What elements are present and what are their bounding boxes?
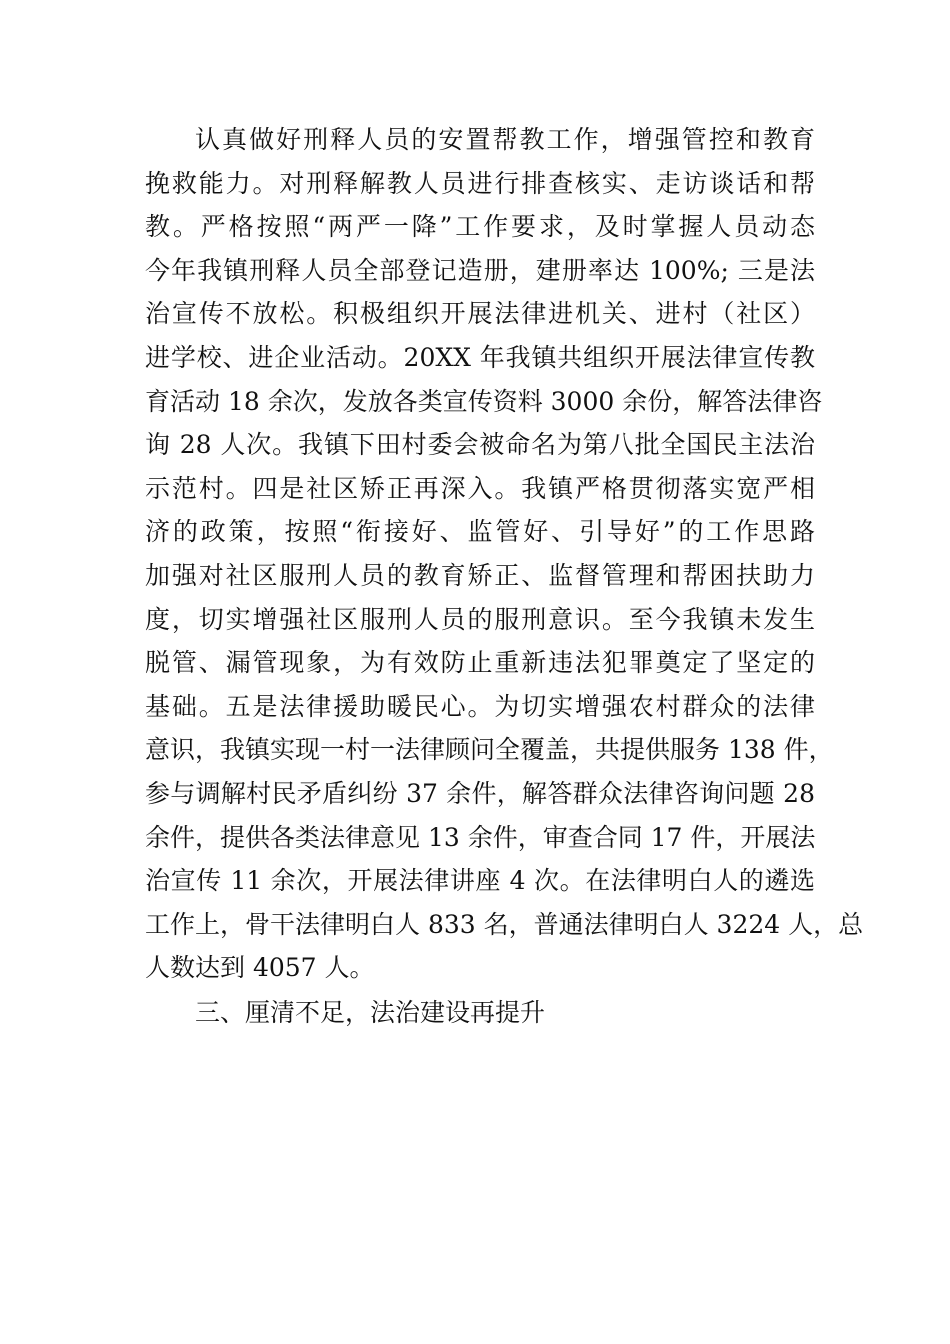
paragraph-line: 治宣传不放松。积极组织开展法律进机关、进村（社区） xyxy=(145,299,815,329)
paragraph-line: 挽救能力。对刑释解教人员进行排查核实、走访谈话和帮 xyxy=(145,168,815,198)
paragraph-line: 工作上，骨干法律明白人 833 名，普通法律明白人 3224 人，总 xyxy=(145,909,864,939)
paragraph-line: 育活动 18 余次，发放各类宣传资料 3000 余份，解答法律咨 xyxy=(145,386,823,416)
paragraph-line: 人数达到 4057 人。 xyxy=(145,953,375,983)
paragraph-line: 认真做好刑释人员的安置帮教工作，增强管控和教育 xyxy=(195,125,815,154)
section-heading: 三、厘清不足，法治建设再提升 xyxy=(195,998,546,1027)
paragraph-line: 基础。五是法律援助暖民心。为切实增强农村群众的法律 xyxy=(145,691,815,721)
paragraph-line: 参与调解村民矛盾纠纷 37 余件，解答群众法律咨询问题 28 xyxy=(145,778,815,808)
paragraph-line: 济的政策，按照“衔接好、监管好、引导好”的工作思路 xyxy=(145,517,815,547)
paragraph-line: 教。严格按照“两严一降”工作要求，及时掌握人员动态 xyxy=(145,212,815,242)
paragraph-line: 示范村。四是社区矫正再深入。我镇严格贯彻落实宽严相 xyxy=(145,473,815,503)
paragraph-line: 今年我镇刑释人员全部登记造册，建册率达 100%; 三是法 xyxy=(145,255,815,285)
paragraph-line: 进学校、进企业活动。20XX 年我镇共组织开展法律宣传教 xyxy=(145,342,815,372)
paragraph-line: 余件，提供各类法律意见 13 余件，审查合同 17 件，开展法 xyxy=(145,822,816,852)
paragraph-line: 脱管、漏管现象，为有效防止重新违法犯罪奠定了坚定的 xyxy=(145,648,815,678)
paragraph-line: 度，切实增强社区服刑人员的服刑意识。至今我镇未发生 xyxy=(145,604,815,634)
paragraph-line: 治宣传 11 余次，开展法律讲座 4 次。在法律明白人的遴选 xyxy=(145,866,815,896)
body-paragraph xyxy=(145,118,864,990)
paragraph-line: 询 28 人次。我镇下田村委会被命名为第八批全国民主法治 xyxy=(145,430,815,460)
paragraph-line: 意识，我镇实现一村一法律顾问全覆盖，共提供服务 138 件， xyxy=(145,735,834,765)
paragraph-line: 加强对社区服刑人员的教育矫正、监督管理和帮困扶助力 xyxy=(145,560,815,590)
